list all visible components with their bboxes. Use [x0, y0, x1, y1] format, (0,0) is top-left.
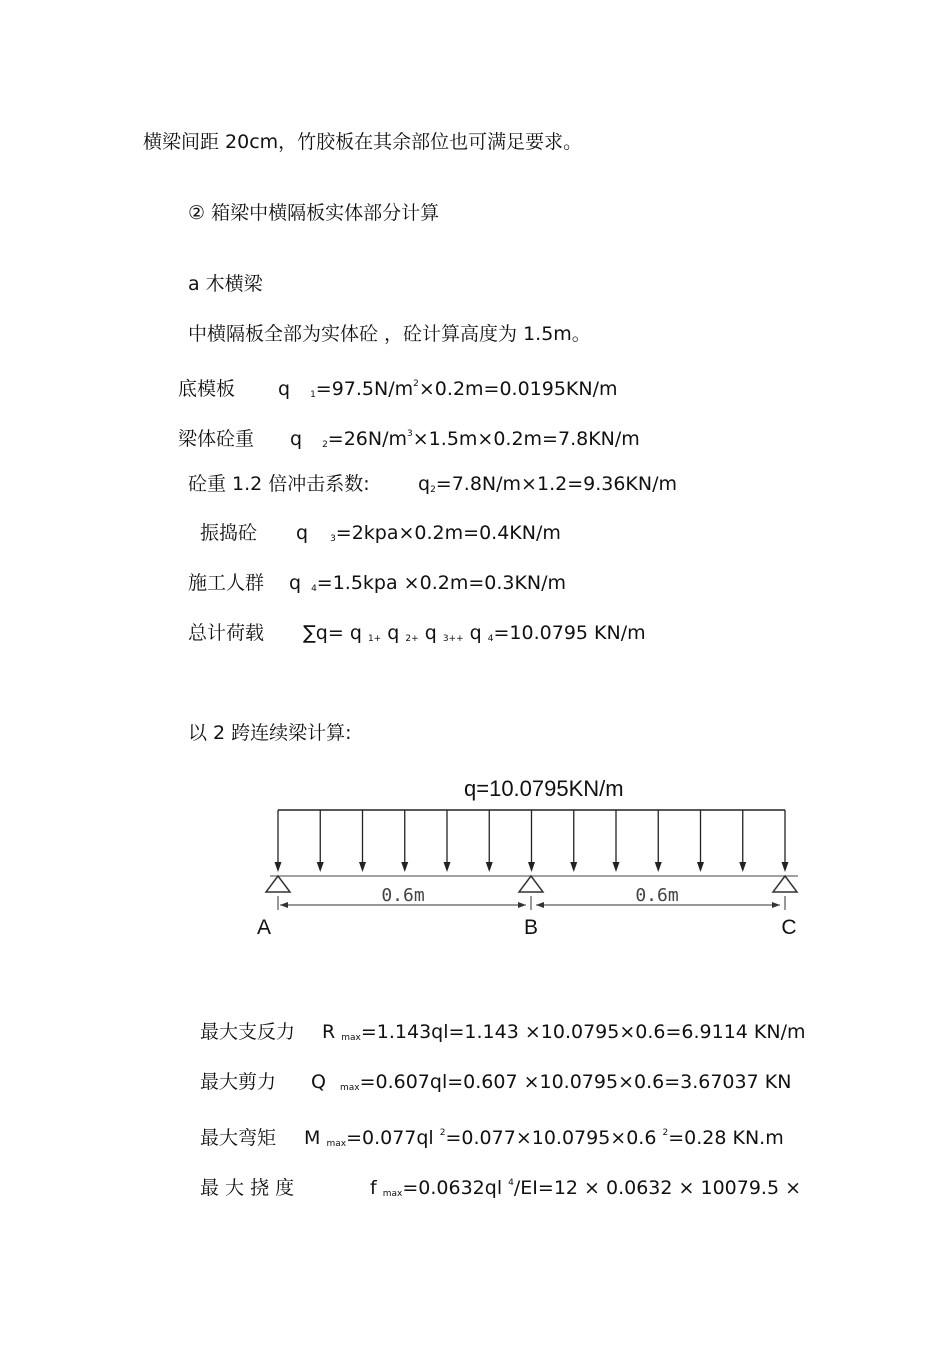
- load-arrow-head: [655, 862, 662, 872]
- load-symbol: q: [289, 572, 302, 594]
- load-superscript: 3: [407, 429, 413, 439]
- result-formula: =0.0632ql: [402, 1177, 503, 1199]
- total-term-4: q: [469, 622, 482, 644]
- total-term-2: q: [387, 622, 400, 644]
- result-superscript-2: 2: [662, 1128, 669, 1138]
- load-arrow-head: [697, 862, 704, 872]
- result-symbol: f: [370, 1177, 377, 1199]
- load-name: 砼重 1.2 倍冲击系数:: [188, 473, 370, 495]
- load-symbol: q: [296, 522, 309, 544]
- section-title: ② 箱梁中横隔板实体部分计算: [188, 202, 440, 224]
- load-formula: =7.8N/m×1.2=9.36KN/m: [435, 473, 677, 495]
- load-arrow-head: [739, 862, 746, 872]
- total-sub-1: 1+: [367, 634, 382, 644]
- load-arrow-head: [359, 862, 366, 872]
- load-name: 振捣砼: [200, 522, 258, 544]
- load-subscript: 2: [322, 440, 328, 450]
- result-symbol: Q: [311, 1071, 326, 1093]
- result-symbol: R: [322, 1021, 336, 1043]
- support-c-icon: [773, 876, 797, 892]
- result-subscript: max: [339, 1083, 360, 1093]
- load-arrow-head: [401, 862, 408, 872]
- dim-arrowhead: [518, 902, 526, 908]
- load-superscript: 2: [413, 379, 419, 389]
- load-subscript: 3: [330, 534, 336, 544]
- result-subscript: max: [382, 1189, 403, 1199]
- dim-arrowhead: [280, 902, 288, 908]
- load-symbol: q: [418, 473, 431, 495]
- load-arrow-head: [570, 862, 577, 872]
- method-text: 以 2 跨连续梁计算:: [188, 722, 352, 744]
- support-a-label: A: [256, 916, 272, 939]
- load-name: 施工人群: [188, 572, 265, 594]
- result-subscript: max: [341, 1033, 361, 1043]
- result-name: 最大支反力: [200, 1021, 296, 1043]
- total-name: 总计荷载: [188, 622, 265, 644]
- load-symbol: q: [290, 428, 303, 450]
- result-name: 最 大 挠 度: [200, 1177, 295, 1199]
- total-result: =10.0795 KN/m: [493, 622, 646, 644]
- subsection-title: a 木横梁: [188, 273, 263, 295]
- result-row: [200, 1070, 791, 1100]
- result-symbol: M: [304, 1127, 321, 1149]
- load-subscript: 1: [310, 390, 316, 400]
- load-subscript: 4: [311, 584, 317, 594]
- load-arrow-head: [782, 862, 789, 872]
- dim-arrowhead: [772, 902, 780, 908]
- description-text: 中横隔板全部为实体砼 ，砼计算高度为 1.5m。: [188, 323, 591, 345]
- support-b-icon: [519, 876, 543, 892]
- load-formula-tail: ×0.2m=0.0195KN/m: [418, 378, 618, 400]
- load-arrow-head: [528, 862, 535, 872]
- load-formula: =2kpa×0.2m=0.4KN/m: [335, 522, 561, 544]
- load-arrow-head: [486, 862, 493, 872]
- load-name: 梁体砼重: [178, 428, 255, 450]
- support-c-label: C: [781, 916, 797, 939]
- result-formula-mid: /EI=12 × 0.0632 × 10079.5 ×: [513, 1177, 802, 1199]
- load-arrow-head: [444, 862, 451, 872]
- result-subscript: max: [326, 1139, 347, 1149]
- result-row: [200, 1121, 784, 1156]
- total-term-3: q: [424, 622, 437, 644]
- load-formula: =97.5N/m: [315, 378, 414, 400]
- load-formula: =26N/m: [327, 428, 408, 450]
- support-b-label: B: [523, 916, 539, 939]
- result-row: [200, 1020, 806, 1050]
- load-name: 底模板: [178, 378, 236, 400]
- result-formula-mid: =0.077×10.0795×0.6: [445, 1127, 657, 1149]
- load-arrows: [275, 810, 789, 872]
- total-sub-4: 4: [487, 634, 494, 644]
- dim-arrowhead: [536, 902, 544, 908]
- total-sub-2: 2+: [405, 634, 419, 644]
- result-formula-tail: =0.28 KN.m: [668, 1127, 784, 1149]
- total-sub-3: 3++: [442, 634, 464, 644]
- result-superscript: 2: [439, 1128, 446, 1138]
- load-formula: =1.5kpa ×0.2m=0.3KN/m: [316, 572, 567, 594]
- load-arrow-head: [317, 862, 324, 872]
- result-row: [200, 1171, 801, 1206]
- load-formula-tail: ×1.5m×0.2m=7.8KN/m: [412, 428, 640, 450]
- load-symbol: q: [278, 378, 291, 400]
- intro-text: 横梁间距 20cm，竹胶板在其余部位也可满足要求。: [143, 131, 583, 153]
- result-formula: =0.077ql: [346, 1127, 434, 1149]
- result-name: 最大剪力: [200, 1071, 277, 1093]
- load-label: q=10.0795KN/m: [464, 776, 624, 801]
- result-formula: =0.607ql=0.607 ×10.0795×0.6=3.67037 KN: [359, 1071, 792, 1093]
- load-subscript: 2: [430, 485, 436, 495]
- result-superscript: 4: [508, 1178, 514, 1188]
- load-arrow-head: [613, 862, 620, 872]
- support-a-icon: [266, 876, 290, 892]
- span-2-label: 0.6m: [635, 885, 679, 906]
- load-arrow-head: [275, 862, 282, 872]
- span-1-label: 0.6m: [381, 885, 425, 906]
- result-formula: =1.143ql=1.143 ×10.0795×0.6=6.9114 KN/m: [360, 1021, 806, 1043]
- result-name: 最大弯矩: [200, 1127, 277, 1149]
- total-sum: ∑q= q: [303, 622, 362, 644]
